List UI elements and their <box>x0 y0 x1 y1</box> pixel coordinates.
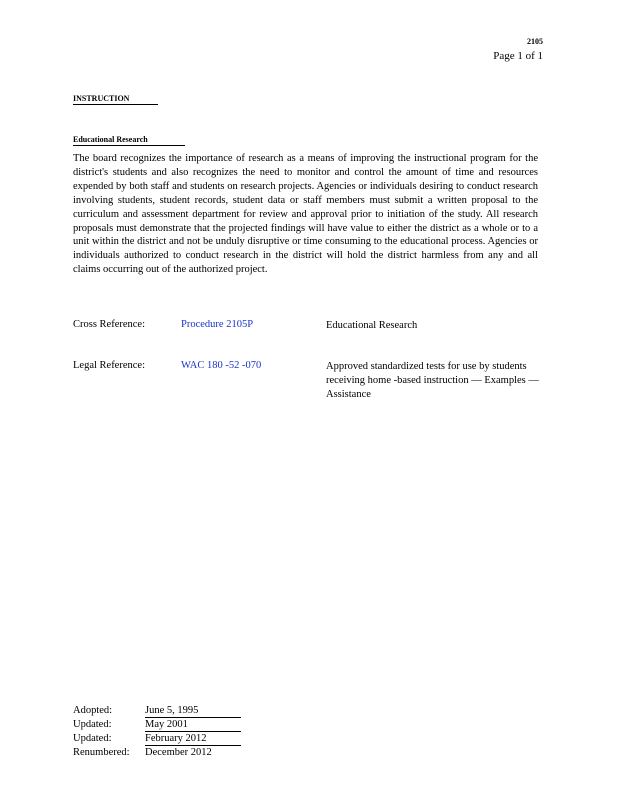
legal-reference-label: Legal Reference: <box>73 360 145 371</box>
history-label: Adopted: <box>73 705 113 716</box>
history-date: May 2001 <box>145 718 241 732</box>
policy-number: 2105 <box>527 37 543 46</box>
history-label: Updated: <box>73 719 112 730</box>
cross-reference-description: Educational Research <box>326 320 418 331</box>
history-date: June 5, 1995 <box>145 704 241 718</box>
legal-reference-description: Approved standardized tests for use by students receiving home -based instruction — Examples — Assistance <box>326 361 539 400</box>
history-date: February 2012 <box>145 732 241 746</box>
cross-reference-label: Cross Reference: <box>73 319 146 330</box>
policy-body: The board recognizes the importance of research as a means of improving the instructional program for the district's students and also recognizes the need to monitor and control the amount of time and resources expended by both staff and students on research projects. Agencies or individuals desiring to conduct research involving students, student records, student data or staff members must submit a written proposal to the curriculum and assessment department for review and approval prior to initiation of the study. All research proposals must demonstrate that the projected findings will have value to either the district as a whole or to a unit within the district and not be unduly disruptive or time consuming to the educational process. Agencies or individuals authorized to conduct research in the district will hold the district harmless from any and all claims occurring out of the authorized project. <box>73 153 538 276</box>
page-number: Page 1 of 1 <box>493 50 543 62</box>
history-date: December 2012 <box>145 747 212 758</box>
section-title: INSTRUCTION <box>73 94 158 105</box>
legal-reference-link[interactable]: WAC 180 -52 -070 <box>181 360 262 371</box>
policy-title: Educational Research <box>73 135 185 146</box>
history-row <box>73 732 241 746</box>
history-label: Renumbered: <box>73 747 130 758</box>
history-row <box>73 746 241 760</box>
policy-history <box>73 704 241 760</box>
history-row <box>73 704 241 718</box>
history-label: Updated: <box>73 733 112 744</box>
history-row <box>73 718 241 732</box>
cross-reference-link[interactable]: Procedure 2105P <box>181 319 254 330</box>
